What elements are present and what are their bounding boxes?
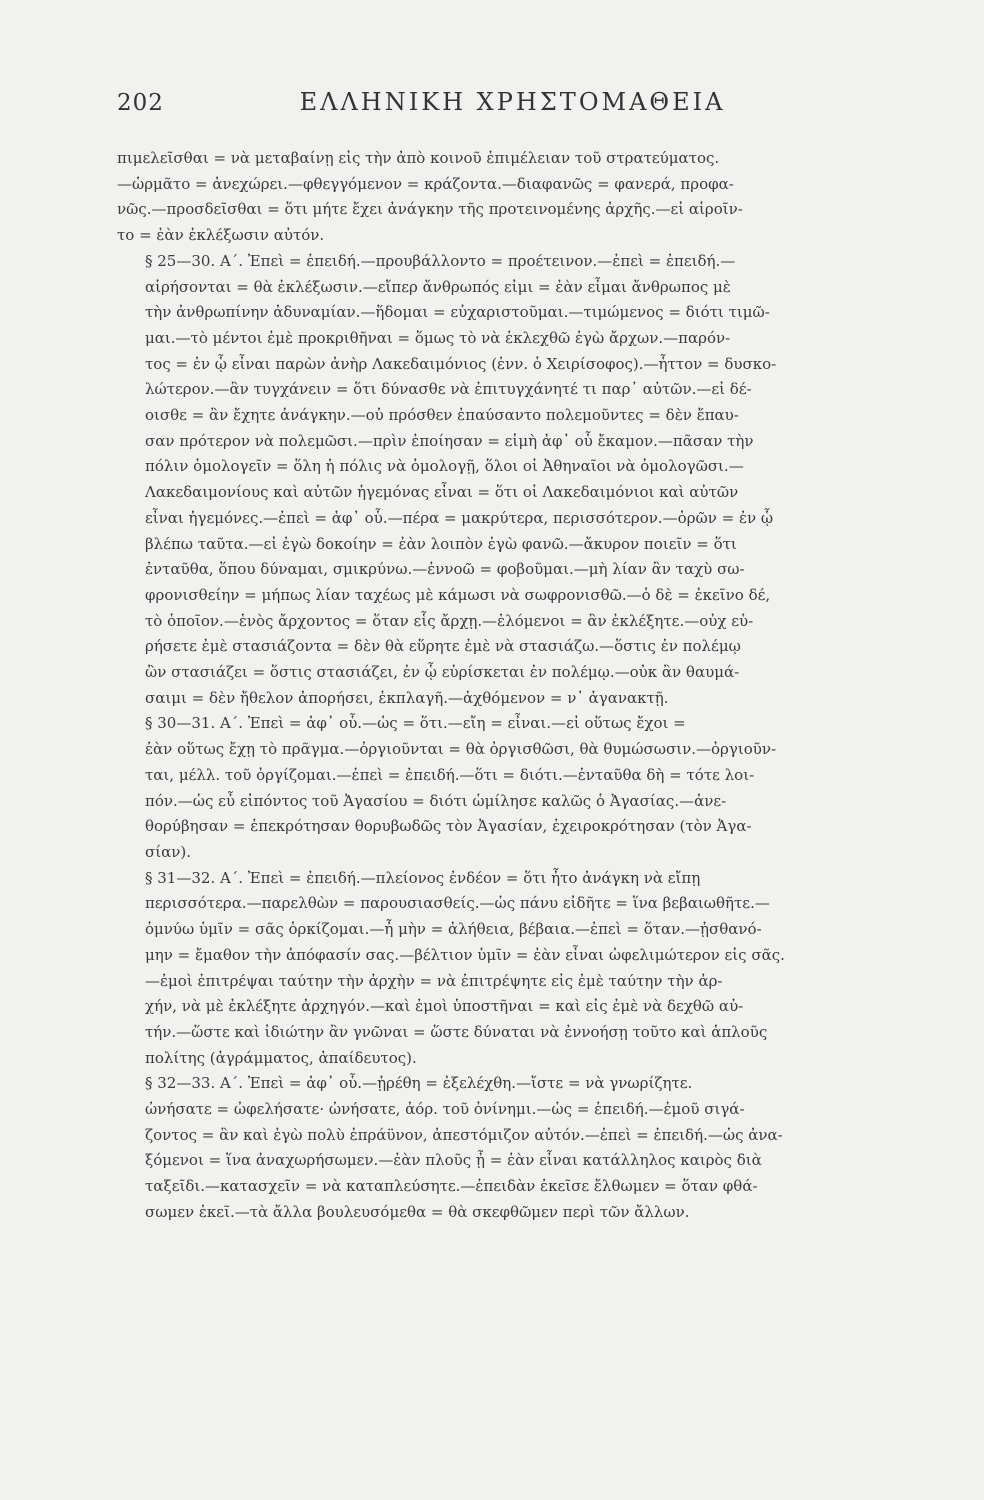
commentary-paragraph bbox=[117, 146, 898, 249]
text-line: χήν, νὰ μὲ ἐκλέξητε ἀρχηγόν.—καὶ ἐμοὶ ὑποστῆναι = καὶ εἰς ἐμὲ νὰ δεχθῶ αὐ- bbox=[145, 997, 744, 1016]
text-line: § 30—31. Α΄. Ἐπεὶ = ἀφ᾽ οὗ.—ὡς = ὅτι.—εἴη = εἶναι.—εἰ οὕτως ἔχοι = bbox=[145, 714, 686, 733]
text-line: περισσότερα.—παρελθὼν = παρουσιασθείς.—ὡς πάνυ εἰδῆτε = ἵνα βεβαιωθῆτε.— bbox=[145, 894, 770, 913]
text-line: οισθε = ἂν ἔχητε ἀνάγκην.—οὐ πρόσθεν ἐπαύσαντο πολεμοῦντες = δὲν ἔπαυ- bbox=[145, 406, 739, 425]
page-number: 202 bbox=[117, 90, 164, 116]
text-line: § 31—32. Α΄. Ἐπεὶ = ἐπειδή.—πλείονος ἐνδέον = ὅτι ἦτο ἀνάγκη νὰ εἴπῃ bbox=[145, 868, 701, 887]
text-line: —ἐμοὶ ἐπιτρέψαι ταύτην τὴν ἀρχὴν = νὰ ἐπιτρέψητε εἰς ἐμὲ ταύτην τὴν ἀρ- bbox=[145, 971, 723, 990]
text-line: σαν πρότερον νὰ πολεμῶσι.—πρὶν ἐποίησαν = εἰμὴ ἀφ᾽ οὗ ἔκαμον.—πᾶσαν τὴν bbox=[145, 431, 754, 450]
text-line: —ὡρμᾶτο = ἀνεχώρει.—φθεγγόμενον = κράζοντα.—διαφανῶς = φανερά, προφα- bbox=[117, 174, 734, 193]
text-line: τὴν ἀνθρωπίνην ἀδυναμίαν.—ἥδομαι = εὐχαριστοῦμαι.—τιμώμενος = διότι τιμῶ- bbox=[145, 303, 770, 322]
running-title: ΕΛΛΗΝΙΚΗ ΧΡΗΣΤΟΜΑΘΕΙΑ bbox=[299, 88, 726, 116]
text-line: σίαν). bbox=[145, 842, 191, 861]
text-line: νῶς.—προσδεῖσθαι = ὅτι μήτε ἔχει ἀνάγκην τῆς προτεινομένης ἀρχῆς.—εἰ αἱροῖν- bbox=[117, 200, 743, 219]
text-line: ζοντος = ἂν καὶ ἐγὼ πολὺ ἐπράϋνον, ἀπεστόμιζον αὐτόν.—ἐπεὶ = ἐπειδή.—ὡς ἀνα- bbox=[145, 1125, 783, 1144]
text-line: ὠνήσατε = ὠφελήσατε· ὠνήσατε, ἀόρ. τοῦ ὀνίνημι.—ὡς = ἐπειδή.—ἐμοῦ σιγά- bbox=[145, 1100, 745, 1119]
text-line: τὸ ὁποῖον.—ἑνὸς ἄρχοντος = ὅταν εἷς ἄρχῃ.—ἑλόμενοι = ἂν ἐκλέξητε.—οὐχ εὑ- bbox=[145, 611, 754, 630]
text-line: τήν.—ὥστε καὶ ἰδιώτην ἂν γνῶναι = ὥστε δύναται νὰ ἐννοήσῃ τοῦτο καὶ ἁπλοῦς bbox=[145, 1022, 768, 1041]
text-line: ται, μέλλ. τοῦ ὀργίζομαι.—ἐπεὶ = ἐπειδή.—ὅτι = διότι.—ἐνταῦθα δὴ = τότε λοι- bbox=[145, 765, 755, 784]
commentary-paragraph bbox=[117, 711, 898, 865]
text-line: ἐνταῦθα, ὅπου δύναμαι, σμικρύνω.—ἐννοῶ = φοβοῦμαι.—μὴ λίαν ἂν ταχὺ σω- bbox=[145, 560, 745, 579]
commentary-paragraph bbox=[117, 249, 898, 712]
text-line: Λακεδαιμονίους καὶ αὐτῶν ἡγεμόνας εἶναι = ὅτι οἱ Λακεδαιμόνιοι καὶ αὐτῶν bbox=[145, 483, 739, 502]
text-line: μην = ἔμαθον τὴν ἀπόφασίν σας.—βέλτιον ὑμῖν = ἐὰν εἶναι ὠφελιμώτερον εἰς σᾶς. bbox=[145, 945, 785, 964]
text-line: πιμελεῖσθαι = νὰ μεταβαίνῃ εἰς τὴν ἀπὸ κοινοῦ ἐπιμέλειαν τοῦ στρατεύματος. bbox=[117, 149, 720, 167]
text-line: φρονισθείην = μήπως λίαν ταχέως μὲ κάμωσι νὰ σωφρονισθῶ.—ὁ δὲ = ἐκεῖνο δέ, bbox=[145, 585, 771, 604]
text-line: το = ἐὰν ἐκλέξωσιν αὐτόν. bbox=[117, 226, 325, 245]
text-line: σαιμι = δὲν ἤθελον ἀπορήσει, ἐκπλαγῆ.—ἀχθόμενον = ν᾽ ἀγανακτῇ. bbox=[145, 688, 669, 707]
text-line: ὢν στασιάζει = ὅστις στασιάζει, ἐν ᾧ εὑρίσκεται ἐν πολέμῳ.—οὐκ ἂν θαυμά- bbox=[145, 663, 740, 682]
text-line: § 32—33. Α΄. Ἐπεὶ = ἀφ᾽ οὗ.—ᾑρέθη = ἐξελέχθη.—ἴστε = νὰ γνωρίζητε. bbox=[145, 1074, 693, 1093]
page-header bbox=[117, 88, 898, 138]
text-line: σωμεν ἐκεῖ.—τὰ ἄλλα βουλευσόμεθα = θὰ σκεφθῶμεν περὶ τῶν ἄλλων. bbox=[145, 1202, 690, 1221]
text-line: εἶναι ἡγεμόνες.—ἐπεὶ = ἀφ᾽ οὗ.—πέρα = μακρύτερα, περισσότερον.—ὁρῶν = ἐν ᾧ bbox=[145, 508, 774, 527]
text-line: τος = ἐν ᾧ εἶναι παρὼν ἀνὴρ Λακεδαιμόνιος (ἐνν. ὁ Χειρίσοφος).—ἧττον = δυσκο- bbox=[145, 354, 777, 373]
text-line: λώτερον.—ἂν τυγχάνειν = ὅτι δύνασθε νὰ ἐπιτυγχάνητέ τι παρ᾽ αὐτῶν.—εἰ δέ- bbox=[145, 380, 752, 399]
text-line: πόν.—ὡς εὖ εἰπόντος τοῦ Ἀγασίου = διότι ὡμίλησε καλῶς ὁ Ἀγασίας.—ἀνε- bbox=[145, 791, 727, 810]
commentary-paragraph bbox=[117, 866, 898, 1072]
text-line: αἱρήσονται = θὰ ἐκλέξωσιν.—εἴπερ ἄνθρωπός εἰμι = ἐὰν εἶμαι ἄνθρωπος μὲ bbox=[145, 277, 731, 296]
text-line: θορύβησαν = ἐπεκρότησαν θορυβωδῶς τὸν Ἀγασίαν, ἐχειροκρότησαν (τὸν Ἀγα- bbox=[145, 817, 752, 836]
text-line: ὀμνύω ὑμῖν = σᾶς ὁρκίζομαι.—ἦ μὴν = ἀλήθεια, βέβαια.—ἐπεὶ = ὅταν.—ᾐσθανό- bbox=[145, 920, 762, 939]
commentary-paragraph bbox=[117, 1071, 898, 1225]
commentary-text bbox=[117, 146, 898, 1226]
text-line: § 25—30. Α΄. Ἐπεὶ = ἐπειδή.—προυβάλλοντο = προέτεινον.—ἐπεὶ = ἐπειδή.— bbox=[145, 251, 736, 270]
text-line: ταξεῖδι.—κατασχεῖν = νὰ καταπλεύσητε.—ἐπειδὰν ἐκεῖσε ἔλθωμεν = ὅταν φθά- bbox=[145, 1177, 758, 1196]
text-line: πολίτης (ἀγράμματος, ἀπαίδευτος). bbox=[145, 1048, 417, 1067]
text-line: βλέπω ταῦτα.—εἰ ἐγὼ δοκοίην = ἐὰν λοιπὸν ἐγὼ φανῶ.—ἄκυρον ποιεῖν = ὅτι bbox=[145, 534, 737, 553]
text-line: ρήσετε ἐμὲ στασιάζοντα = δὲν θὰ εὕρητε ἐμὲ νὰ στασιάζω.—ὅστις ἐν πολέμῳ bbox=[145, 637, 741, 656]
text-line: ἐὰν οὕτως ἔχῃ τὸ πρᾶγμα.—ὀργιοῦνται = θὰ ὀργισθῶσι, θὰ θυμώσωσιν.—ὀργιοῦν- bbox=[145, 740, 777, 759]
text-line: πόλιν ὁμολογεῖν = ὅλη ἡ πόλις νὰ ὁμολογῇ, ὅλοι οἱ Ἀθηναῖοι νὰ ὁμολογῶσι.— bbox=[145, 457, 744, 476]
text-line: μαι.—τὸ μέντοι ἐμὲ προκριθῆναι = ὅμως τὸ νὰ ἐκλεχθῶ ἐγὼ ἄρχων.—παρόν- bbox=[145, 328, 731, 347]
text-line: ξόμενοι = ἵνα ἀναχωρήσωμεν.—ἐὰν πλοῦς ᾖ = ἐὰν εἶναι κατάλληλος καιρὸς διὰ bbox=[145, 1151, 762, 1170]
